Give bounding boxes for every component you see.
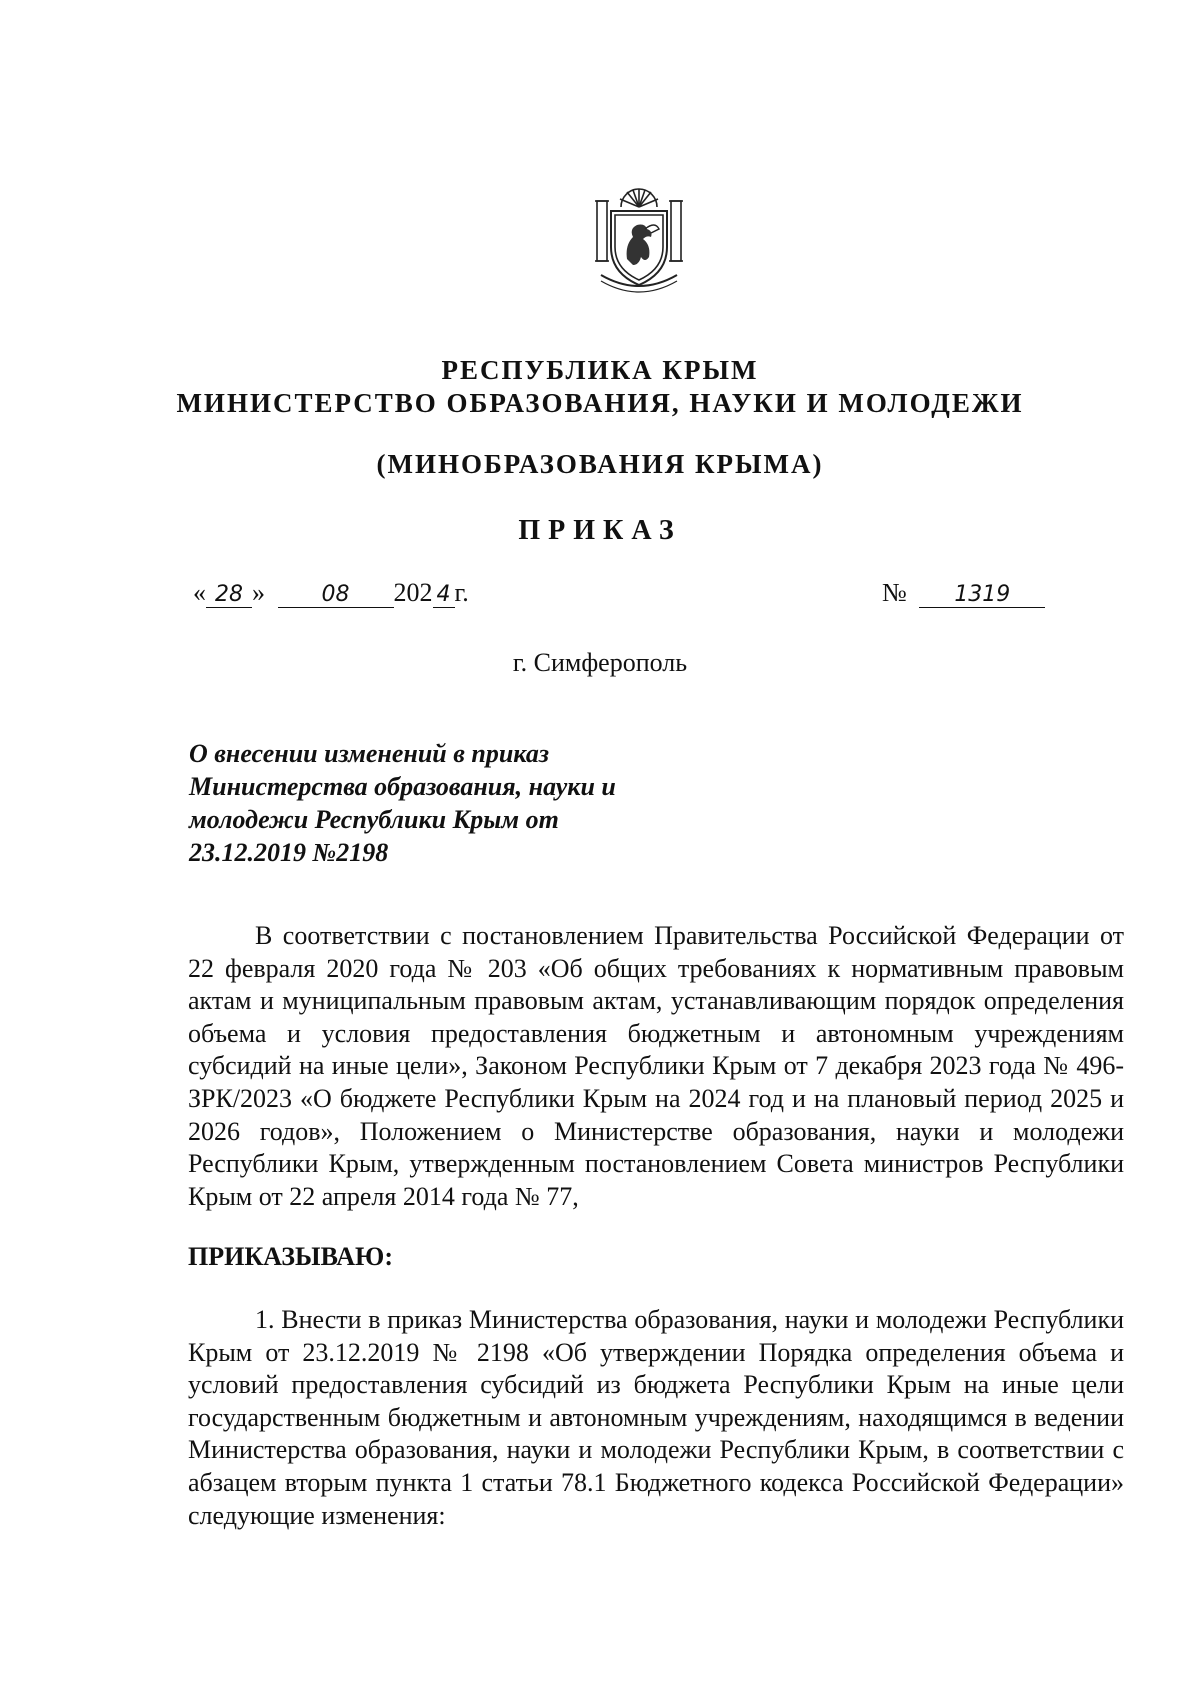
order-date xyxy=(193,578,469,608)
number-value: 1319 xyxy=(919,583,1045,608)
number-label: № xyxy=(882,578,907,607)
date-month: 08 xyxy=(278,583,394,608)
date-open-quote: « xyxy=(193,578,206,607)
order-number xyxy=(882,578,1045,608)
date-close-quote: » xyxy=(252,578,265,607)
date-day: 28 xyxy=(206,583,252,608)
order-subject: О внесении изменений в приказ Министерства образования, науки и молодежи Республики Крым от 23.12.2019 №2198 xyxy=(189,739,616,867)
ministry-short-name: (МИНОБРАЗОВАНИЯ КРЫМА) xyxy=(376,449,824,479)
date-year-suffix: 4 xyxy=(433,583,455,608)
order-directive-heading: ПРИКАЗЫВАЮ: xyxy=(188,1242,393,1271)
republic-title: РЕСПУБЛИКА КРЫМ xyxy=(441,355,759,385)
item-1-paragraph: 1. Внести в приказ Министерства образования, науки и молодежи Республики Крым от 23.12.2019 № 2198 «Об утверждении Порядка определения объема и условий предоставления субсидий из бюджета Республики Крым на иные цели государственным бюджетным и автономным учреждениям, находящимся в ведении Министерства образования, науки и молодежи Республики Крым, в соответствии с абзацем вторым пункта 1 статьи 78.1 Бюджетного кодекса Российской Федерации» следующие изменения: xyxy=(188,1305,1124,1530)
preamble-paragraph: В соответствии с постановлением Правительства Российской Федерации от 22 февраля 2020 года № 203 «Об общих требованиях к нормативным правовым актам и муниципальным правовым актам, устанавливающим порядок определения объема и условия предоставления бюджетным и автономным учреждениям субсидий на иные цели», Законом Республики Крым от 7 декабря 2023 года № 496-ЗРК/2023 «О бюджете Республики Крым на 2024 год и на плановый период 2025 и 2026 годов», Положением о Министерстве образования, науки и молодежи Республики Крым, утвержденным постановлением Совета министров Республики Крым от 22 апреля 2014 года № 77, xyxy=(188,921,1124,1211)
city-line: г. Симферополь xyxy=(512,648,688,677)
crimea-coat-of-arms-icon xyxy=(591,185,687,297)
date-year-unit: г. xyxy=(454,578,469,607)
document-type: ПРИКАЗ xyxy=(518,515,682,546)
ministry-title: МИНИСТЕРСТВО ОБРАЗОВАНИЯ, НАУКИ И МОЛОДЕЖИ xyxy=(176,388,1024,418)
date-year-prefix: 202 xyxy=(393,578,433,607)
